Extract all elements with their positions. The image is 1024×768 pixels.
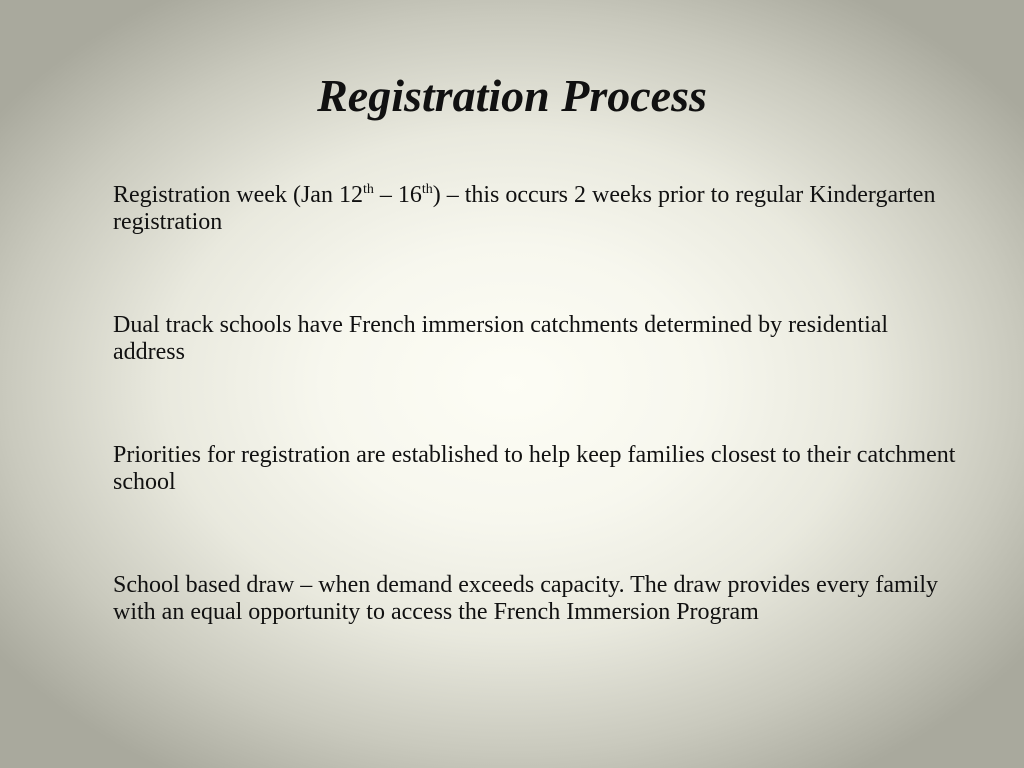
- bullet-registration-week: [113, 182, 963, 236]
- bullet-registration-week-text: – 16: [373, 182, 422, 208]
- bullet-dual-track: Dual track schools have French immersion catchments determined by residential address: [113, 312, 889, 365]
- bullet-school-draw: School based draw – when demand exceeds capacity. The draw provides every family with an equal opportunity to access the French Immersion Program: [113, 572, 939, 625]
- bullet-priorities: Priorities for registration are established to help keep families closest to their catchment school: [113, 442, 956, 495]
- bullet-registration-week-text: ) – this occurs 2 weeks prior to regular Kindergarten registration: [113, 182, 936, 235]
- slide-title: Registration Process: [317, 70, 707, 121]
- bullet-registration-week-text: Registration week (Jan 12: [113, 182, 363, 208]
- superscript-th: th: [421, 182, 433, 197]
- superscript-th: th: [362, 182, 374, 197]
